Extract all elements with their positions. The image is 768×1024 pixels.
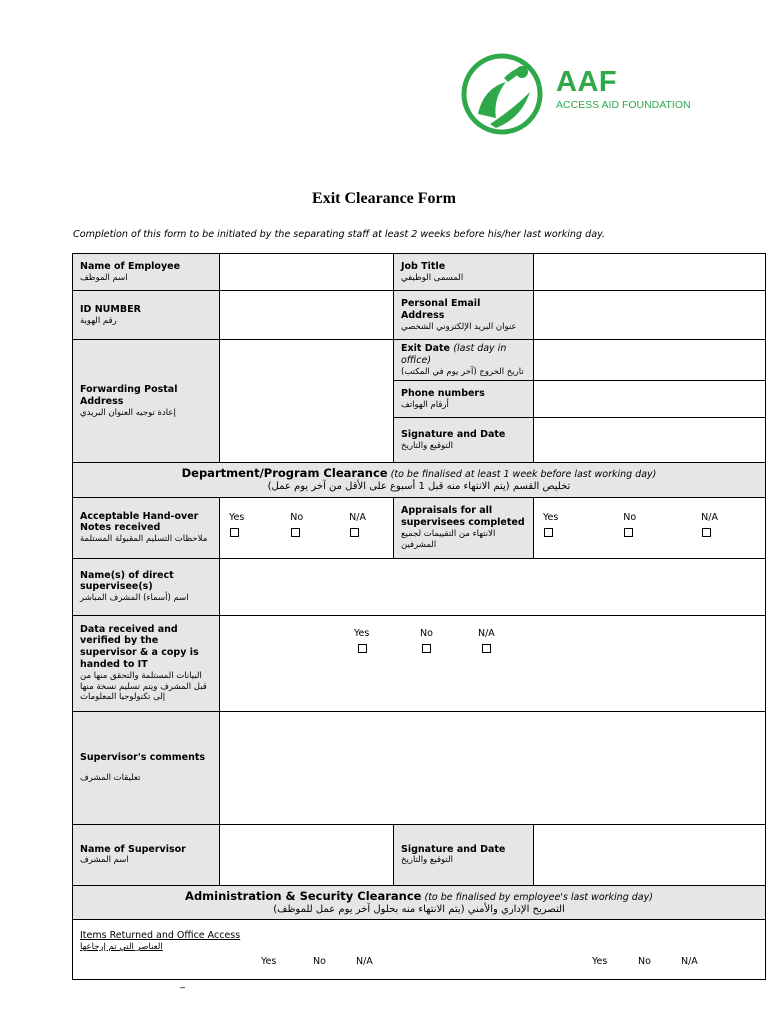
appraisals-options: Yes No N/A (534, 497, 766, 558)
aaf-logo (456, 52, 706, 136)
input-supervisor-comments[interactable] (220, 711, 766, 824)
section-admin-security-clearance: Administration & Security Clearance (to be finalised by employee's last working day) التصريح الإداري والأمني (يتم الانتهاء منه بحلول آخر يوم عمل للموظف) (73, 885, 766, 919)
label-direct-supervisees: Name(s) of direct supervisee(s) اسم (أسماء) المشرف المباشر (73, 558, 220, 615)
label-job-title: Job Title المسمى الوظيفي (394, 254, 534, 291)
handover-options: Yes No N/A (220, 497, 394, 558)
items-left-na: N/A (356, 956, 373, 968)
checkbox-handover-yes[interactable] (230, 528, 239, 537)
input-name-of-supervisor[interactable] (220, 824, 394, 885)
label-personal-email: Personal Email Address عنوان البريد الإلكتروني الشخصي (394, 291, 534, 340)
label-forwarding-address: Forwarding Postal Address إعادة توجيه العنوان البريدي (73, 340, 220, 463)
items-returned-title: Items Returned and Office Access (80, 930, 241, 942)
input-job-title[interactable] (534, 254, 766, 291)
label-signature-date: Signature and Date التوقيع والتاريخ (394, 418, 534, 463)
checkbox-data-na[interactable] (482, 644, 491, 653)
label-supervisor-signature-date: Signature and Date التوقيع والتاريخ (394, 824, 534, 885)
intro-text: Completion of this form to be initiated by the separating staff at least 2 weeks before his/her last working day. (73, 229, 606, 240)
items-right-yes: Yes (592, 956, 608, 968)
items-left-yes: Yes (261, 956, 277, 968)
label-appraisals: Appraisals for all supervisees completed الانتهاء من التقييمات لجميع المشرفين (394, 497, 534, 558)
input-phone-numbers[interactable] (534, 381, 766, 418)
label-handover-notes: Acceptable Hand-over Notes received ملاحظات التسليم المقبولة المستلمة (73, 497, 220, 558)
checkbox-appraisals-no[interactable] (624, 528, 633, 537)
input-direct-supervisees[interactable] (220, 558, 766, 615)
input-signature-date[interactable] (534, 418, 766, 463)
items-returned-row (73, 920, 766, 980)
exit-clearance-table (72, 253, 766, 980)
items-right-no: No (638, 956, 651, 968)
data-received-options: Yes No N/A (220, 615, 766, 711)
items-returned-arabic: العناصر التي تم إرجاعها (80, 942, 163, 952)
label-exit-date: Exit Date (last day in office) تاريخ الخروج (آخر يوم في المكتب) (394, 340, 534, 381)
checkbox-appraisals-na[interactable] (702, 528, 711, 537)
input-exit-date[interactable] (534, 340, 766, 381)
checkbox-handover-na[interactable] (350, 528, 359, 537)
label-phone-numbers: Phone numbers أرقام الهواتف (394, 381, 534, 418)
input-id-number[interactable] (220, 291, 394, 340)
checkbox-data-no[interactable] (422, 644, 431, 653)
input-name-of-employee[interactable] (220, 254, 394, 291)
logo-emblem-icon (456, 52, 552, 136)
items-left-no: No (313, 956, 326, 968)
checkbox-handover-no[interactable] (291, 528, 300, 537)
logo-abbreviation: AAF (556, 66, 618, 98)
label-id-number: ID NUMBER رقم الهوية (73, 291, 220, 340)
footer-mark: _ (180, 978, 185, 989)
section-department-clearance: Department/Program Clearance (to be finalised at least 1 week before last working day) تخليص القسم (يتم الانتهاء منه قبل 1 أسبوع على الأقل من آخر يوم عمل) (73, 463, 766, 497)
label-supervisor-comments: Supervisor's comments تعليقات المشرف (73, 711, 220, 824)
logo-org-name: ACCESS AID FOUNDATION (556, 99, 691, 111)
label-name-of-employee: Name of Employee اسم الموظف (73, 254, 220, 291)
checkbox-appraisals-yes[interactable] (544, 528, 553, 537)
items-right-na: N/A (681, 956, 698, 968)
label-name-of-supervisor: Name of Supervisor اسم المشرف (73, 824, 220, 885)
label-data-received: Data received and verified by the supervisor & a copy is handed to IT البيانات المستلمة والتحقق منها من قبل المشرف ويتم تسليم نسخة منها إلى تكنولوجيا المعلومات (73, 615, 220, 711)
input-forwarding-address[interactable] (220, 340, 394, 463)
input-supervisor-signature-date[interactable] (534, 824, 766, 885)
input-personal-email[interactable] (534, 291, 766, 340)
checkbox-data-yes[interactable] (358, 644, 367, 653)
page-title: Exit Clearance Form (312, 190, 456, 207)
